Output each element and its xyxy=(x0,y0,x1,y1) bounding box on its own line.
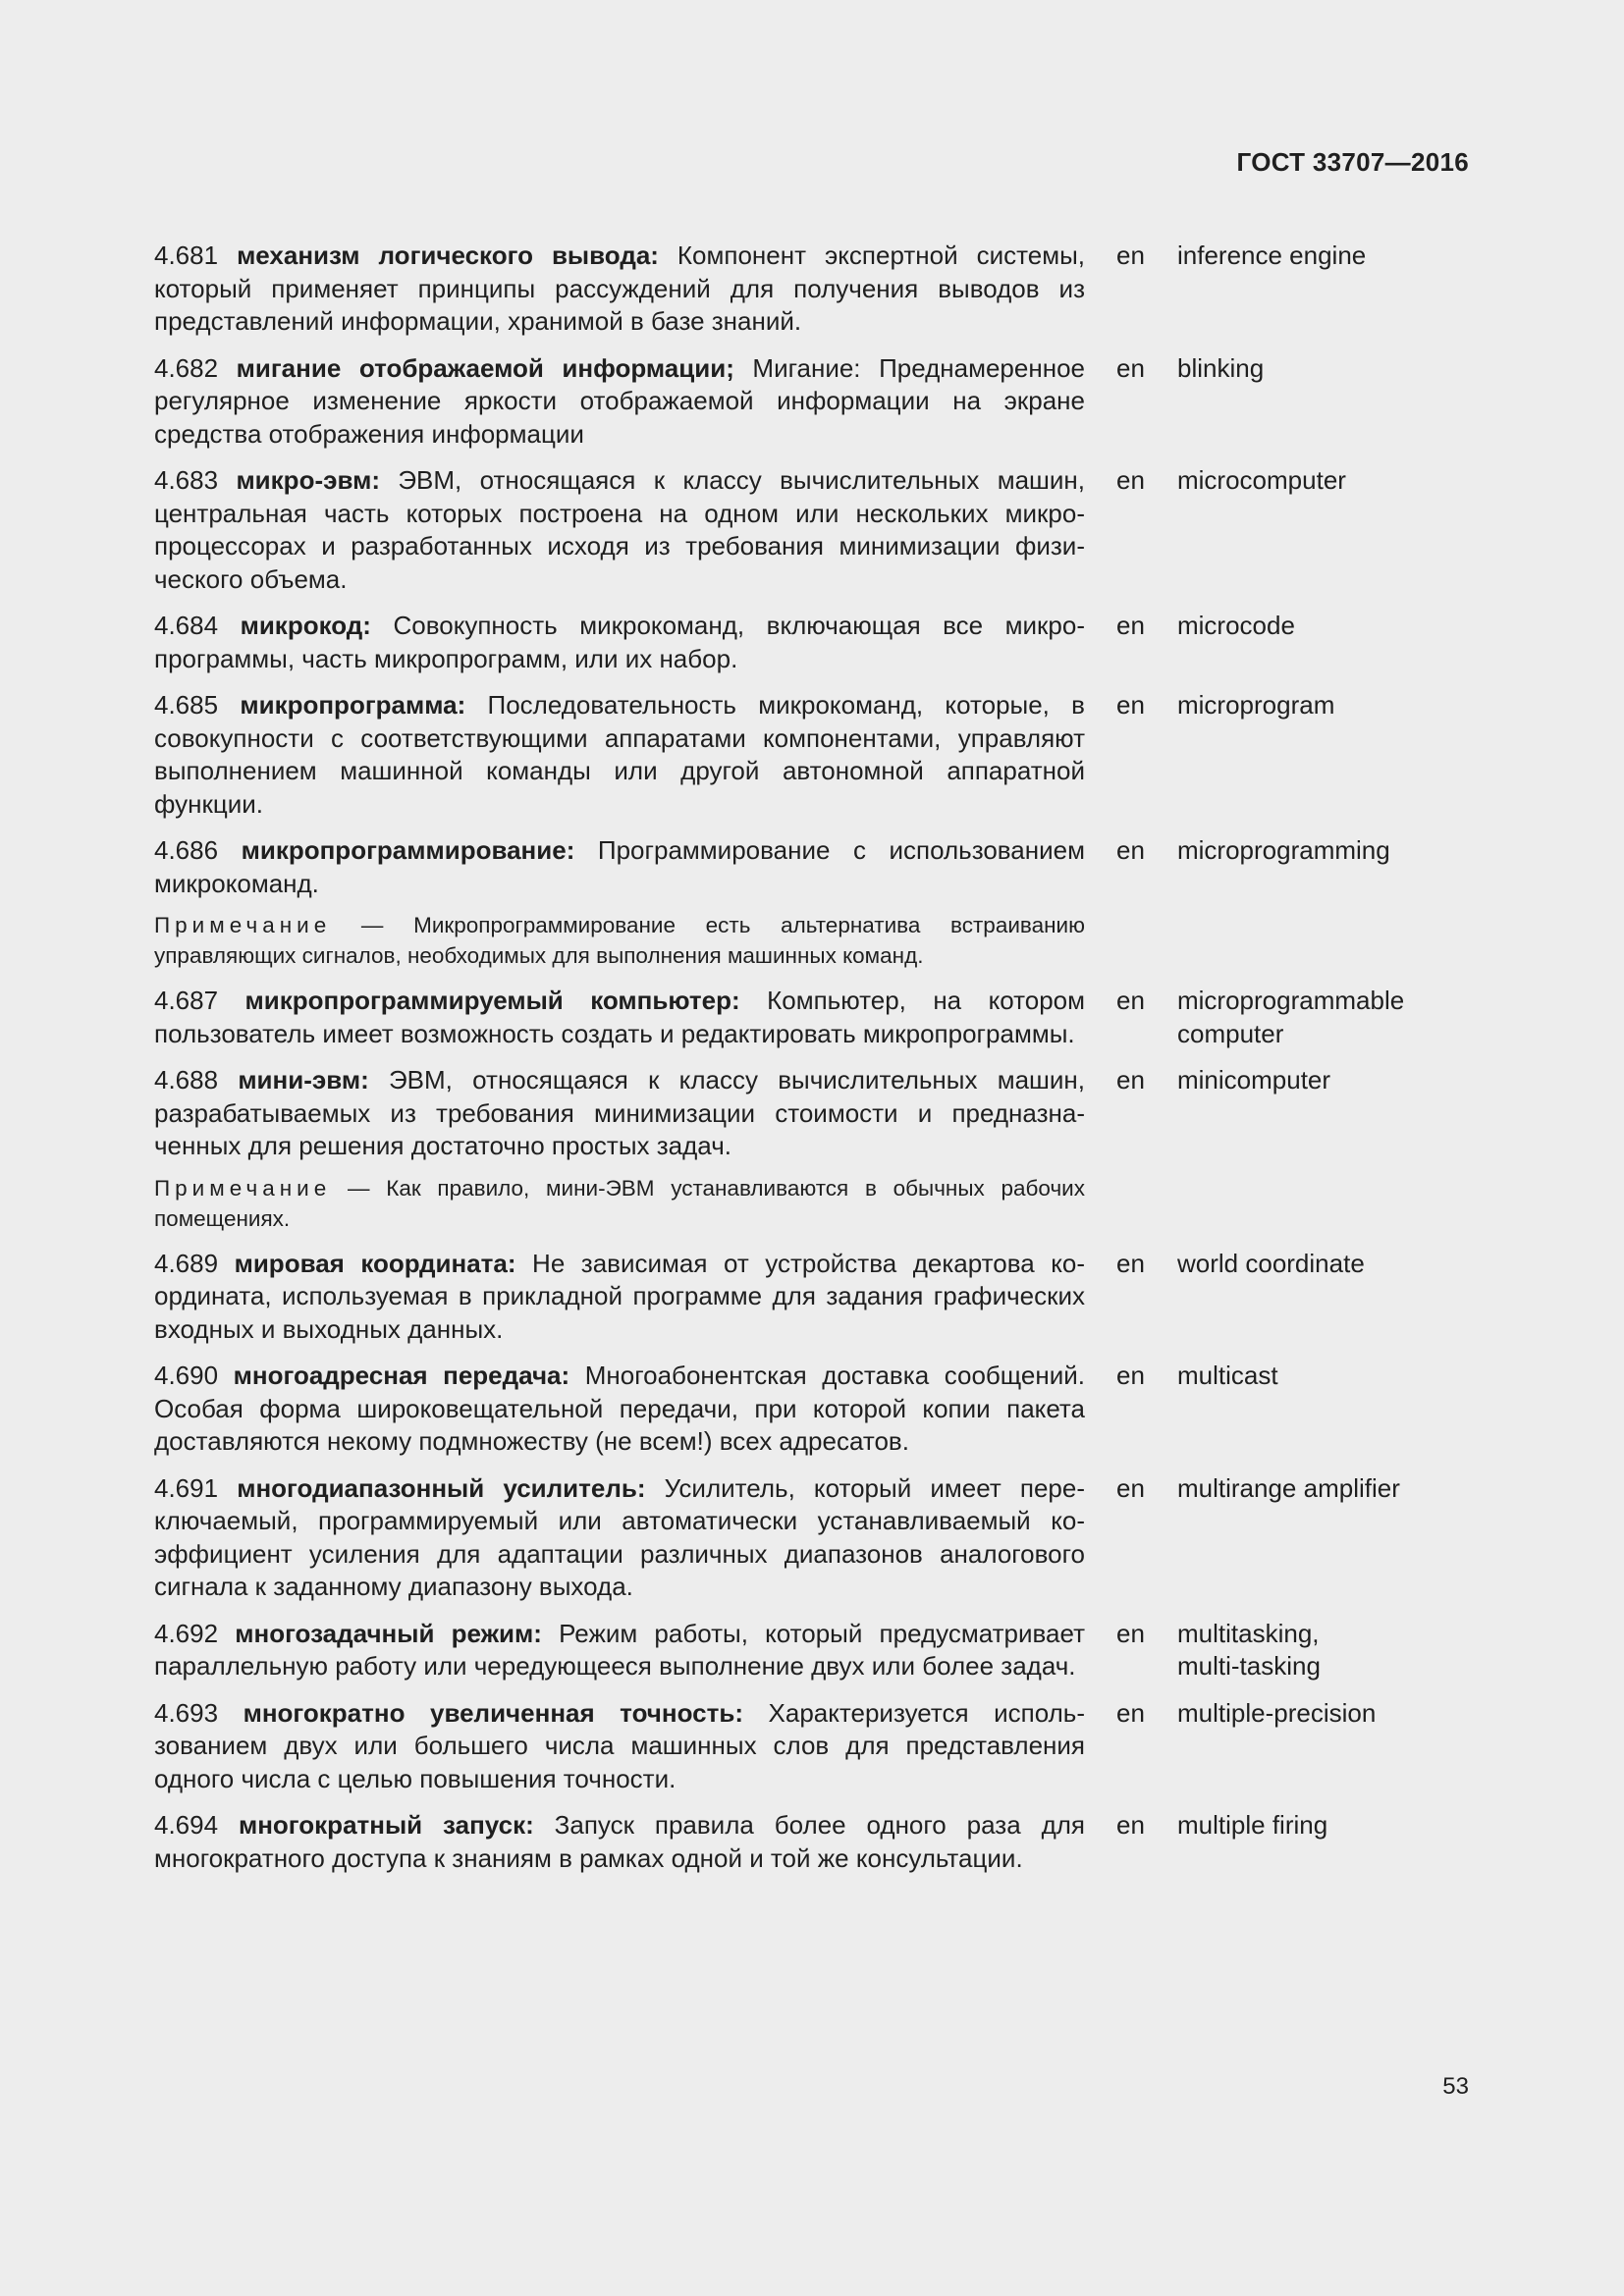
language-code: en xyxy=(1116,1472,1145,1503)
note-text: — Как правило, мини-ЭВМ устанавливаются в обычных рабочих помещениях. xyxy=(154,1175,1085,1231)
term-name: многоадресная передача: xyxy=(233,1361,570,1390)
language-code: en xyxy=(1116,1361,1145,1390)
term-number: 4.681 xyxy=(154,240,219,270)
term-entry xyxy=(154,352,1489,452)
term-definition xyxy=(154,985,1085,1050)
term-definition xyxy=(154,464,1085,596)
term-entry xyxy=(154,834,1489,900)
page-header: ГОСТ 33707—2016 xyxy=(1236,147,1469,177)
term-name: микропрограммируемый компьютер: xyxy=(244,986,740,1015)
term-text: Компонент экспертной системы, который применяет принципы рассуждений для получения выводов из представлений информации, хранимой в базе знаний. xyxy=(154,240,1085,336)
term-definition xyxy=(154,689,1085,821)
term-number: 4.689 xyxy=(154,1248,219,1278)
term-entry xyxy=(154,240,1489,339)
note-text: — Микропрограммирование есть альтернатива встраиванию управляющих сигналов, необходимых для выполнения машинных команд. xyxy=(154,913,1085,968)
term-number: 4.682 xyxy=(154,352,219,383)
term-definition xyxy=(154,610,1085,675)
term-text: Характеризуется использованием двух или большего числа машинных слов для представления одного числа с целью повышения точности. xyxy=(154,1697,1085,1793)
term-text: ЭВМ, относящаяся к классу вычислительных машин, разрабатываемых из требования минимизации стоимости и предназначенных для решения достаточно простых задач. xyxy=(154,1065,1085,1160)
language-code: en xyxy=(1116,986,1145,1015)
note-label: Примечание xyxy=(154,913,332,937)
term-definition xyxy=(154,1248,1085,1347)
term-entry xyxy=(154,1618,1489,1683)
term-entry xyxy=(154,1360,1489,1459)
english-equivalent: microcode xyxy=(1177,611,1295,640)
english-equivalent: multicast xyxy=(1177,1361,1278,1390)
term-name: микрокод: xyxy=(240,611,371,640)
term-text: Запуск правила более одного раза для многократного доступа к знаниям в рамках одной и той же консультации. xyxy=(154,1810,1085,1873)
term-text: Компьютер, на котором пользователь имеет возможность создать и редактировать микропрограммы. xyxy=(154,986,1085,1048)
term-name: многодиапазонный усилитель: xyxy=(237,1472,646,1503)
term-text: ЭВМ, относящаяся к классу вычислительных машин, центральная часть которых построена на одном или нескольких микропроцессорах и разработанных исходя из требования минимизации физического объема. xyxy=(154,465,1085,594)
english-equivalent: blinking xyxy=(1177,352,1265,383)
english-equivalent: world coordinate xyxy=(1177,1248,1365,1278)
english-equivalent: microprogramming xyxy=(1177,835,1390,865)
language-code: en xyxy=(1116,1248,1145,1278)
term-name: микропрограммирование: xyxy=(241,835,575,865)
term-number: 4.688 xyxy=(154,1065,219,1095)
term-entry xyxy=(154,985,1489,1050)
term-text: Многоабонентская доставка сообщений. Особая форма широковещательной передачи, при которой копии пакета доставляются некому подмножеству (не всем!) всех адресатов. xyxy=(154,1361,1085,1456)
term-text: Совокупность микрокоманд, включающая все микропрограммы, часть микропрограмм, или их набор. xyxy=(154,611,1085,673)
term-text: Не зависимая от устройства декартова координата, используемая в прикладной программе для задания графических входных и выходных данных. xyxy=(154,1248,1085,1344)
term-number: 4.690 xyxy=(154,1361,219,1390)
term-number: 4.685 xyxy=(154,690,219,720)
english-equivalent: microprogrammable computer xyxy=(1177,986,1405,1048)
term-entry xyxy=(154,464,1489,596)
term-definition xyxy=(154,1360,1085,1459)
term-definition xyxy=(154,1064,1085,1163)
term-text: Программирование с использованием микрокоманд. xyxy=(154,835,1085,898)
term-text: Усилитель, который имеет переключаемый, программируемый или автоматически устанавливаемый коэффициент усиления для адаптации различных диапазонов аналогового сигнала к заданному диапазону выхода. xyxy=(154,1472,1085,1601)
term-name: микропрограмма: xyxy=(240,690,466,720)
term-number: 4.692 xyxy=(154,1618,219,1648)
term-text: Мигание: Преднамеренное регулярное изменение яркости отображаемой информации на экране средства отображения информации xyxy=(154,352,1085,449)
term-number: 4.687 xyxy=(154,986,219,1015)
term-name: многозадачный режим: xyxy=(235,1618,542,1648)
english-equivalent: multiple firing xyxy=(1177,1810,1328,1840)
term-entry xyxy=(154,1472,1489,1604)
page-number: 53 xyxy=(1442,2073,1469,2100)
term-name: многократный запуск: xyxy=(238,1810,534,1840)
term-name: механизм логического вывода: xyxy=(237,240,659,270)
english-equivalent: minicomputer xyxy=(1177,1065,1331,1095)
term-name: мигание отображаемой информации; xyxy=(236,352,734,383)
term-name: мини-эвм: xyxy=(238,1065,369,1095)
term-definition xyxy=(154,1809,1085,1875)
english-equivalent: microprogram xyxy=(1177,690,1335,720)
language-code: en xyxy=(1116,1618,1145,1648)
term-number: 4.693 xyxy=(154,1697,219,1728)
english-equivalent: multirange amplifier xyxy=(1177,1472,1400,1503)
language-code: en xyxy=(1116,1810,1145,1840)
term-definition xyxy=(154,1472,1085,1604)
english-equivalent: multiple-precision xyxy=(1177,1697,1377,1728)
term-definition xyxy=(154,834,1085,900)
term-definition xyxy=(154,1697,1085,1796)
note-label: Примечание xyxy=(154,1175,332,1201)
term-number: 4.691 xyxy=(154,1472,219,1503)
term-number: 4.684 xyxy=(154,611,219,640)
note xyxy=(154,1173,1085,1234)
language-code: en xyxy=(1116,1065,1145,1095)
language-code: en xyxy=(1116,465,1145,495)
terms-list xyxy=(154,240,1489,1889)
term-entry xyxy=(154,1248,1489,1347)
english-equivalent: microcomputer xyxy=(1177,465,1346,495)
term-number: 4.683 xyxy=(154,465,219,495)
term-entry xyxy=(154,1809,1489,1875)
term-name: многократно увеличенная точность: xyxy=(243,1697,743,1728)
language-code: en xyxy=(1116,352,1145,383)
term-definition xyxy=(154,1618,1085,1683)
term-entry xyxy=(154,610,1489,675)
term-number: 4.686 xyxy=(154,835,219,865)
english-equivalent: multitasking, multi-tasking xyxy=(1177,1618,1321,1681)
language-code: en xyxy=(1116,690,1145,720)
language-code: en xyxy=(1116,1697,1145,1728)
term-definition xyxy=(154,240,1085,339)
term-text: Последовательность микрокоманд, которые, в совокупности с соответствующими аппаратами компонентами, управляют выполнением машинной команды или другой автономной аппаратной функции. xyxy=(154,690,1085,819)
term-name: мировая координата: xyxy=(234,1248,516,1278)
language-code: en xyxy=(1116,611,1145,640)
term-text: Режим работы, который предусматривает параллельную работу или чередующееся выполнение двух или более задач. xyxy=(154,1618,1085,1681)
term-number: 4.694 xyxy=(154,1810,219,1840)
language-code: en xyxy=(1116,240,1145,270)
term-entry xyxy=(154,1697,1489,1796)
english-equivalent: inference engine xyxy=(1177,240,1367,270)
term-definition xyxy=(154,352,1085,452)
term-entry xyxy=(154,689,1489,821)
term-entry xyxy=(154,1064,1489,1163)
note xyxy=(154,910,1085,971)
term-name: микро-эвм: xyxy=(236,465,380,495)
language-code: en xyxy=(1116,835,1145,865)
